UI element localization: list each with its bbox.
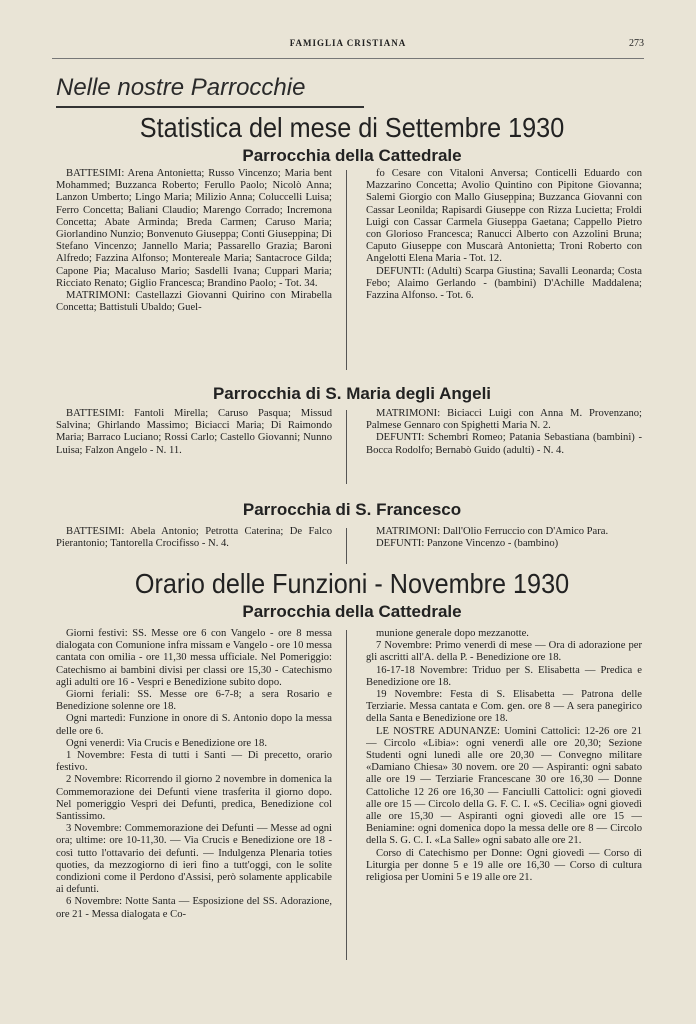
paragraph: 3 Novembre: Commemorazione dei Defunti — Messe ad ogni ora; ultime: ore 10-11,30. — Via Crucis e Benedizione ore 18 - così tutto l'ottavario dei defunti. — Indulgenza Plenaria toties quoties, da mezzogiorno di ieri fino a tutt'oggi, con le solite condizioni come il Perdono d'Assisi, però solamente applicabile ai defunti. <box>56 823 332 896</box>
francesco-right-column <box>366 526 642 568</box>
paragraph: fo Cesare con Vitaloni Anversa; Conticelli Eduardo con Mazzarino Concetta; Avolio Quintino con Pipitone Giovanna; Salemi Giorgio con Mallo Giuseppina; Buzzanca Giovanni con Cassar Leonilda; Rapisardi Giuseppe con Rizza Lucietta; Froldi Luigi con Cassar Carmela Giuseppa Gaetana; Cappello Pietro con Glorioso Francesca; Ranucci Alberto con Azzolini Bruna; Caputo Giuseppe con Muscarà Antonietta; Troni Roberto con Angelotti Elena Maria - Tot. 12. <box>366 168 642 265</box>
paragraph: DEFUNTI: (Adulti) Scarpa Giustina; Savalli Leonarda; Costa Febo; Alaimo Gerlando - (bambini) D'Achille Maddalena; Fazzina Alfonso. - Tot. 6. <box>366 265 642 302</box>
paragraph: DEFUNTI: Schembri Romeo; Patania Sebastiana (bambini) - Bocca Rodolfo; Bernabò Guido (adulti) - N. 4. <box>366 432 642 456</box>
cattedrale-heading: Parrocchia della Cattedrale <box>242 146 462 165</box>
paragraph: Giorni festivi: SS. Messe ore 6 con Vangelo - ore 8 messa dialogata con Comunione infra missam e Vangelo - ore 10 messa cantata con omilia - ore 11,30 messa ufficiale. Nel Pomeriggio: Catechismo ai bambini divisi per classi ore 15,30 - Catechismo agli adulti ore 16 - Vespri e Benedizione subito dopo. <box>56 628 332 688</box>
column-divider <box>346 528 347 564</box>
francesco-heading: Parrocchia di S. Francesco <box>242 500 462 519</box>
paragraph: Ogni venerdì: Via Crucis e Benedizione ore 18. <box>66 737 267 749</box>
francesco-left-column <box>56 526 332 568</box>
paragraph: 6 Novembre: Notte Santa — Esposizione del SS. Adorazione, ore 21 - Messa dialogata e Co- <box>56 896 332 920</box>
orario-right-column <box>366 628 642 964</box>
orario-left-column <box>56 628 332 964</box>
angeli-left-column <box>56 408 332 488</box>
angeli-heading: Parrocchia di S. Maria degli Angeli <box>212 384 492 403</box>
paragraph: 1 Novembre: Festa di tutti i Santi — Di precetto, orario festivo. <box>56 750 332 774</box>
column-divider <box>346 410 347 484</box>
paragraph: 7 Novembre: Primo venerdì di mese — Ora di adorazione per gli ascritti all'A. della P. - Benedizione ore 18. <box>366 640 642 664</box>
paragraph: DEFUNTI: Panzone Vincenzo - (bambino) <box>376 538 559 550</box>
paragraph: Ogni martedì: Funzione in onore di S. Antonio dopo la messa delle ore 6. <box>56 713 332 737</box>
paragraph: 16-17-18 Novembre: Triduo per S. Elisabetta — Predica e Benedizione ore 18. <box>366 664 642 688</box>
orario-title: Orario delle Funzioni - Novembre 1930 <box>134 568 570 599</box>
orario-heading: Parrocchia della Cattedrale <box>242 602 462 621</box>
paragraph: BATTESIMI: Arena Antonietta; Russo Vincenzo; Maria bent Mohammed; Buzzanca Roberto; Ferullo Paolo; Nicolò Anna; Lanzon Umberto; Lingo Maria; Milizio Anna; Coluccelli Luisa; Ferro Concetta; Baliani Claudio; Marengo Corrado; Incremona Concetta; Abate Arminda; Breda Carmen; Caruso Maria; Giorlandino Nunzio; Bonvenuto Giuseppa; Conti Giuseppina; Di Stefano Vincenzo; Jannello Maria; Passarello Grazia; Baroni Alfredo; Fazzina Alfonso; Montereale Maria; Santacroce Gilda; Capone Pia; Macaluso Mario; Sasdelli Ivana; Cuppari Maria; Ricciato Renato; Giglio Francesca; Brandino Paolo; - Tot. 34. <box>56 168 332 289</box>
paragraph: BATTESIMI: Abela Antonio; Petrotta Caterina; De Falco Pierantonio; Tantorella Crocifisso - N. 4. <box>56 526 332 550</box>
paragraph: MATRIMONI: Dall'Olio Ferruccio con D'Amico Para. <box>376 526 609 537</box>
paragraph: MATRIMONI: Biciacci Luigi con Anna M. Provenzano; Palmese Gennaro con Spighetti Maria N. 2. <box>366 408 642 432</box>
angeli-right-column <box>366 408 642 488</box>
paragraph: BATTESIMI: Fantoli Mirella; Caruso Pasqua; Missud Salvina; Ghirlando Massimo; Biciacci Maria; Di Raimondo Maria; Barraco Luciano; Rossi Carlo; Castello Giovanni; Nunno Luisa; Falzon Angelo - N. 11. <box>56 408 332 456</box>
cattedrale-right-column <box>366 168 642 372</box>
page-number: 273 <box>629 38 644 49</box>
paragraph: 19 Novembre: Festa di S. Elisabetta — Patrona delle Terziarie. Messa cantata e Com. gen. ore 8 — A sera panegirico della Santa e Benedizione ore 18. <box>366 689 642 725</box>
header-rule <box>52 58 644 59</box>
running-head <box>0 38 696 54</box>
rubric-underline <box>56 106 364 108</box>
cattedrale-left-column <box>56 168 332 372</box>
statistics-title: Statistica del mese di Settembre 1930 <box>139 112 565 143</box>
paragraph: Corso di Catechismo per Donne: Ogni giovedì — Corso di Liturgia per donne 5 e 19 alle ore 16,30 — Corso di cultura religiosa per Uomini 5 e 19 alle ore 21. <box>366 847 642 884</box>
column-divider <box>346 170 347 370</box>
paragraph: LE NOSTRE ADUNANZE: Uomini Cattolici: 12-26 ore 21 — Circolo «Libia»: ogni venerdì alle ore 20,30; Sezione Studenti ogni lunedì alle ore 20,30 — Convegno militare «Damiano Chiesa» 30 novem. ore 20 — Aspiranti: ogni sabato alle ore 19 — Terziarie Francescane 30 ore 16,30 — Donne Cattoliche 12 26 ore 16,30 — Fanciulli Cattolici: ogni giovedì alle ore 15 — Circolo della G. F. C. I. «S. Cecilia» ogni giovedì alle ore 15,30 — Aspiranti ogni giovedì alle ore 15 — Beniamine: ogni domenica dopo la messa delle ore 8 — Circolo della S. G. C. I. «La Salle» ogni sabato alle ore 21. <box>366 725 642 847</box>
paragraph: Giorni feriali: SS. Messe ore 6-7-8; a sera Rosario e Benedizione solenne ore 18. <box>56 689 332 713</box>
column-divider <box>346 630 347 960</box>
rubric-title: Nelle nostre Parrocchie <box>56 74 306 101</box>
paragraph: MATRIMONI: Castellazzi Giovanni Quirino con Mirabella Concetta; Battistuli Ubaldo; Guel- <box>56 290 332 314</box>
running-head-title: FAMIGLIA CRISTIANA <box>289 38 407 48</box>
paragraph: munione generale dopo mezzanotte. <box>376 628 529 639</box>
paragraph: 2 Novembre: Ricorrendo il giorno 2 novembre in domenica la Commemorazione dei Defunti viene trasferita il giorno dopo. Nel pomeriggio Vespri dei Defunti, predica, Benedizione col Santissimo. <box>56 774 332 823</box>
